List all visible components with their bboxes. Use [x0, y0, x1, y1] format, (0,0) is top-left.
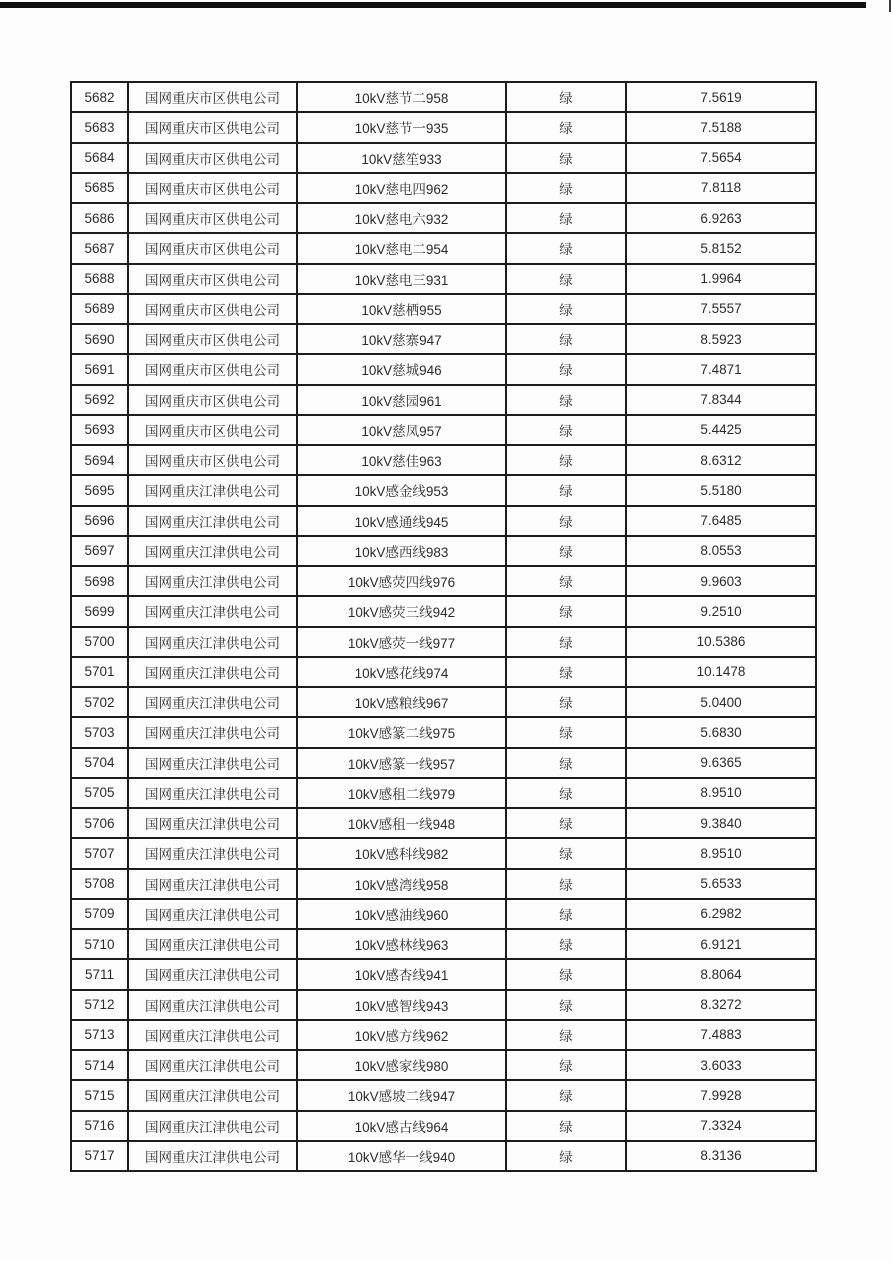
cell-serial-number: 5697	[71, 536, 128, 566]
cell-status-grade: 绿	[506, 385, 626, 415]
cell-status-grade: 绿	[506, 475, 626, 505]
table-row	[71, 596, 816, 626]
cell-score-value: 10.1478	[626, 657, 816, 687]
cell-serial-number: 5685	[71, 173, 128, 203]
cell-company-name: 国网重庆江津供电公司	[128, 657, 297, 687]
cell-company-name: 国网重庆江津供电公司	[128, 717, 297, 747]
cell-line-name: 10kV感林线963	[297, 929, 506, 959]
cell-score-value: 7.5188	[626, 112, 816, 142]
report-table-body	[71, 82, 816, 1171]
cell-company-name: 国网重庆江津供电公司	[128, 1050, 297, 1080]
table-row	[71, 112, 816, 142]
cell-line-name: 10kV慈凤957	[297, 415, 506, 445]
cell-status-grade: 绿	[506, 687, 626, 717]
cell-status-grade: 绿	[506, 899, 626, 929]
cell-line-name: 10kV感湾线958	[297, 869, 506, 899]
cell-score-value: 5.5180	[626, 475, 816, 505]
cell-score-value: 5.0400	[626, 687, 816, 717]
cell-score-value: 8.0553	[626, 536, 816, 566]
cell-score-value: 7.5654	[626, 143, 816, 173]
cell-company-name: 国网重庆江津供电公司	[128, 748, 297, 778]
table-row	[71, 1111, 816, 1141]
cell-line-name: 10kV感西线983	[297, 536, 506, 566]
cell-serial-number: 5714	[71, 1050, 128, 1080]
cell-company-name: 国网重庆江津供电公司	[128, 536, 297, 566]
cell-line-name: 10kV感荧三线942	[297, 596, 506, 626]
cell-status-grade: 绿	[506, 1141, 626, 1171]
cell-line-name: 10kV感坡二线947	[297, 1080, 506, 1110]
cell-line-name: 10kV慈园961	[297, 385, 506, 415]
cell-score-value: 5.4425	[626, 415, 816, 445]
cell-serial-number: 5699	[71, 596, 128, 626]
cell-score-value: 8.6312	[626, 445, 816, 475]
cell-status-grade: 绿	[506, 1111, 626, 1141]
cell-company-name: 国网重庆市区供电公司	[128, 173, 297, 203]
table-row	[71, 203, 816, 233]
cell-score-value: 6.2982	[626, 899, 816, 929]
cell-company-name: 国网重庆江津供电公司	[128, 959, 297, 989]
cell-serial-number: 5702	[71, 687, 128, 717]
cell-score-value: 7.8118	[626, 173, 816, 203]
cell-line-name: 10kV感方线962	[297, 1020, 506, 1050]
cell-status-grade: 绿	[506, 536, 626, 566]
cell-line-name: 10kV感油线960	[297, 899, 506, 929]
cell-serial-number: 5684	[71, 143, 128, 173]
cell-company-name: 国网重庆市区供电公司	[128, 82, 297, 112]
cell-status-grade: 绿	[506, 415, 626, 445]
table-row	[71, 1141, 816, 1171]
table-row	[71, 566, 816, 596]
cell-company-name: 国网重庆市区供电公司	[128, 264, 297, 294]
cell-line-name: 10kV感家线980	[297, 1050, 506, 1080]
cell-serial-number: 5704	[71, 748, 128, 778]
table-row	[71, 1050, 816, 1080]
table-row	[71, 445, 816, 475]
cell-score-value: 10.5386	[626, 627, 816, 657]
cell-score-value: 7.4871	[626, 354, 816, 384]
cell-score-value: 1.9964	[626, 264, 816, 294]
cell-line-name: 10kV感花线974	[297, 657, 506, 687]
cell-line-name: 10kV慈电六932	[297, 203, 506, 233]
cell-serial-number: 5682	[71, 82, 128, 112]
cell-score-value: 6.9121	[626, 929, 816, 959]
cell-status-grade: 绿	[506, 203, 626, 233]
cell-status-grade: 绿	[506, 324, 626, 354]
cell-line-name: 10kV慈节二958	[297, 82, 506, 112]
table-row	[71, 778, 816, 808]
table-row	[71, 990, 816, 1020]
table-row	[71, 385, 816, 415]
cell-score-value: 6.9263	[626, 203, 816, 233]
table-row	[71, 627, 816, 657]
cell-score-value: 7.5619	[626, 82, 816, 112]
table-row	[71, 748, 816, 778]
cell-company-name: 国网重庆市区供电公司	[128, 445, 297, 475]
cell-score-value: 8.3272	[626, 990, 816, 1020]
cell-line-name: 10kV慈电二954	[297, 233, 506, 263]
cell-status-grade: 绿	[506, 627, 626, 657]
cell-company-name: 国网重庆市区供电公司	[128, 354, 297, 384]
cell-status-grade: 绿	[506, 173, 626, 203]
cell-line-name: 10kV感租二线979	[297, 778, 506, 808]
cell-status-grade: 绿	[506, 294, 626, 324]
table-row	[71, 717, 816, 747]
cell-line-name: 10kV感租一线948	[297, 808, 506, 838]
cell-line-name: 10kV感荧一线977	[297, 627, 506, 657]
cell-status-grade: 绿	[506, 143, 626, 173]
cell-status-grade: 绿	[506, 778, 626, 808]
cell-company-name: 国网重庆江津供电公司	[128, 596, 297, 626]
cell-serial-number: 5709	[71, 899, 128, 929]
cell-status-grade: 绿	[506, 354, 626, 384]
cell-status-grade: 绿	[506, 990, 626, 1020]
cell-score-value: 7.9928	[626, 1080, 816, 1110]
cell-serial-number: 5692	[71, 385, 128, 415]
cell-line-name: 10kV感华一线940	[297, 1141, 506, 1171]
cell-score-value: 9.2510	[626, 596, 816, 626]
cell-line-name: 10kV感篆一线957	[297, 748, 506, 778]
cell-serial-number: 5711	[71, 959, 128, 989]
cell-status-grade: 绿	[506, 112, 626, 142]
cell-score-value: 8.9510	[626, 838, 816, 868]
cell-line-name: 10kV感荧四线976	[297, 566, 506, 596]
cell-score-value: 7.8344	[626, 385, 816, 415]
table-row	[71, 899, 816, 929]
cell-serial-number: 5715	[71, 1080, 128, 1110]
table-row	[71, 959, 816, 989]
cell-score-value: 8.5923	[626, 324, 816, 354]
cell-serial-number: 5705	[71, 778, 128, 808]
cell-line-name: 10kV慈寨947	[297, 324, 506, 354]
cell-company-name: 国网重庆市区供电公司	[128, 203, 297, 233]
table-row	[71, 929, 816, 959]
cell-score-value: 9.9603	[626, 566, 816, 596]
cell-serial-number: 5689	[71, 294, 128, 324]
cell-company-name: 国网重庆市区供电公司	[128, 233, 297, 263]
cell-serial-number: 5716	[71, 1111, 128, 1141]
table-row	[71, 808, 816, 838]
table-row	[71, 324, 816, 354]
table-row	[71, 415, 816, 445]
cell-line-name: 10kV感粮线967	[297, 687, 506, 717]
cell-status-grade: 绿	[506, 717, 626, 747]
cell-serial-number: 5703	[71, 717, 128, 747]
cell-company-name: 国网重庆市区供电公司	[128, 143, 297, 173]
cell-status-grade: 绿	[506, 264, 626, 294]
cell-status-grade: 绿	[506, 869, 626, 899]
cell-status-grade: 绿	[506, 838, 626, 868]
cell-line-name: 10kV慈笙933	[297, 143, 506, 173]
cell-status-grade: 绿	[506, 959, 626, 989]
cell-line-name: 10kV感古线964	[297, 1111, 506, 1141]
cell-score-value: 5.6533	[626, 869, 816, 899]
cell-company-name: 国网重庆江津供电公司	[128, 778, 297, 808]
cell-line-name: 10kV慈节一935	[297, 112, 506, 142]
cell-company-name: 国网重庆江津供电公司	[128, 899, 297, 929]
cell-company-name: 国网重庆市区供电公司	[128, 415, 297, 445]
page-top-edge-bar	[0, 2, 866, 8]
table-row	[71, 536, 816, 566]
table-row	[71, 657, 816, 687]
table-row	[71, 264, 816, 294]
cell-serial-number: 5706	[71, 808, 128, 838]
cell-line-name: 10kV慈栖955	[297, 294, 506, 324]
cell-company-name: 国网重庆江津供电公司	[128, 838, 297, 868]
cell-score-value: 8.8064	[626, 959, 816, 989]
cell-company-name: 国网重庆江津供电公司	[128, 990, 297, 1020]
page-corner-tick	[889, 0, 891, 12]
cell-serial-number: 5707	[71, 838, 128, 868]
cell-line-name: 10kV感科线982	[297, 838, 506, 868]
cell-score-value: 7.5557	[626, 294, 816, 324]
cell-line-name: 10kV感智线943	[297, 990, 506, 1020]
table-row	[71, 869, 816, 899]
cell-line-name: 10kV慈城946	[297, 354, 506, 384]
table-row	[71, 82, 816, 112]
table-row	[71, 143, 816, 173]
table-row	[71, 233, 816, 263]
table-row	[71, 506, 816, 536]
table-row	[71, 173, 816, 203]
cell-serial-number: 5696	[71, 506, 128, 536]
cell-serial-number: 5710	[71, 929, 128, 959]
cell-line-name: 10kV慈佳963	[297, 445, 506, 475]
cell-status-grade: 绿	[506, 808, 626, 838]
cell-company-name: 国网重庆江津供电公司	[128, 627, 297, 657]
cell-status-grade: 绿	[506, 506, 626, 536]
cell-company-name: 国网重庆江津供电公司	[128, 687, 297, 717]
cell-score-value: 8.9510	[626, 778, 816, 808]
cell-status-grade: 绿	[506, 82, 626, 112]
cell-serial-number: 5690	[71, 324, 128, 354]
cell-status-grade: 绿	[506, 748, 626, 778]
cell-serial-number: 5713	[71, 1020, 128, 1050]
table-row	[71, 294, 816, 324]
cell-serial-number: 5701	[71, 657, 128, 687]
cell-status-grade: 绿	[506, 657, 626, 687]
cell-serial-number: 5695	[71, 475, 128, 505]
cell-serial-number: 5691	[71, 354, 128, 384]
cell-serial-number: 5717	[71, 1141, 128, 1171]
cell-line-name: 10kV慈电三931	[297, 264, 506, 294]
cell-status-grade: 绿	[506, 1050, 626, 1080]
cell-serial-number: 5687	[71, 233, 128, 263]
cell-score-value: 5.6830	[626, 717, 816, 747]
cell-status-grade: 绿	[506, 596, 626, 626]
cell-company-name: 国网重庆江津供电公司	[128, 1080, 297, 1110]
cell-company-name: 国网重庆江津供电公司	[128, 1020, 297, 1050]
cell-serial-number: 5700	[71, 627, 128, 657]
table-row	[71, 1080, 816, 1110]
cell-serial-number: 5712	[71, 990, 128, 1020]
cell-serial-number: 5698	[71, 566, 128, 596]
assessment-table-container	[70, 81, 817, 1172]
cell-score-value: 9.3840	[626, 808, 816, 838]
cell-line-name: 10kV感篆二线975	[297, 717, 506, 747]
cell-line-name: 10kV感杏线941	[297, 959, 506, 989]
cell-status-grade: 绿	[506, 1020, 626, 1050]
cell-company-name: 国网重庆江津供电公司	[128, 566, 297, 596]
cell-status-grade: 绿	[506, 566, 626, 596]
cell-status-grade: 绿	[506, 929, 626, 959]
cell-line-name: 10kV感金线953	[297, 475, 506, 505]
cell-company-name: 国网重庆市区供电公司	[128, 112, 297, 142]
cell-company-name: 国网重庆江津供电公司	[128, 1111, 297, 1141]
cell-company-name: 国网重庆江津供电公司	[128, 808, 297, 838]
table-row	[71, 687, 816, 717]
cell-score-value: 3.6033	[626, 1050, 816, 1080]
cell-company-name: 国网重庆市区供电公司	[128, 294, 297, 324]
table-row	[71, 475, 816, 505]
cell-score-value: 5.8152	[626, 233, 816, 263]
cell-company-name: 国网重庆江津供电公司	[128, 869, 297, 899]
cell-score-value: 7.3324	[626, 1111, 816, 1141]
cell-score-value: 8.3136	[626, 1141, 816, 1171]
cell-score-value: 9.6365	[626, 748, 816, 778]
cell-serial-number: 5688	[71, 264, 128, 294]
cell-line-name: 10kV感通线945	[297, 506, 506, 536]
cell-score-value: 7.4883	[626, 1020, 816, 1050]
cell-status-grade: 绿	[506, 233, 626, 263]
cell-serial-number: 5683	[71, 112, 128, 142]
cell-company-name: 国网重庆江津供电公司	[128, 475, 297, 505]
table-row	[71, 354, 816, 384]
assessment-table	[70, 81, 817, 1172]
cell-serial-number: 5693	[71, 415, 128, 445]
cell-status-grade: 绿	[506, 1080, 626, 1110]
cell-serial-number: 5708	[71, 869, 128, 899]
cell-company-name: 国网重庆江津供电公司	[128, 506, 297, 536]
cell-line-name: 10kV慈电四962	[297, 173, 506, 203]
cell-company-name: 国网重庆江津供电公司	[128, 929, 297, 959]
cell-score-value: 7.6485	[626, 506, 816, 536]
table-row	[71, 838, 816, 868]
cell-company-name: 国网重庆江津供电公司	[128, 1141, 297, 1171]
cell-company-name: 国网重庆市区供电公司	[128, 385, 297, 415]
cell-serial-number: 5694	[71, 445, 128, 475]
table-row	[71, 1020, 816, 1050]
cell-company-name: 国网重庆市区供电公司	[128, 324, 297, 354]
cell-serial-number: 5686	[71, 203, 128, 233]
cell-status-grade: 绿	[506, 445, 626, 475]
